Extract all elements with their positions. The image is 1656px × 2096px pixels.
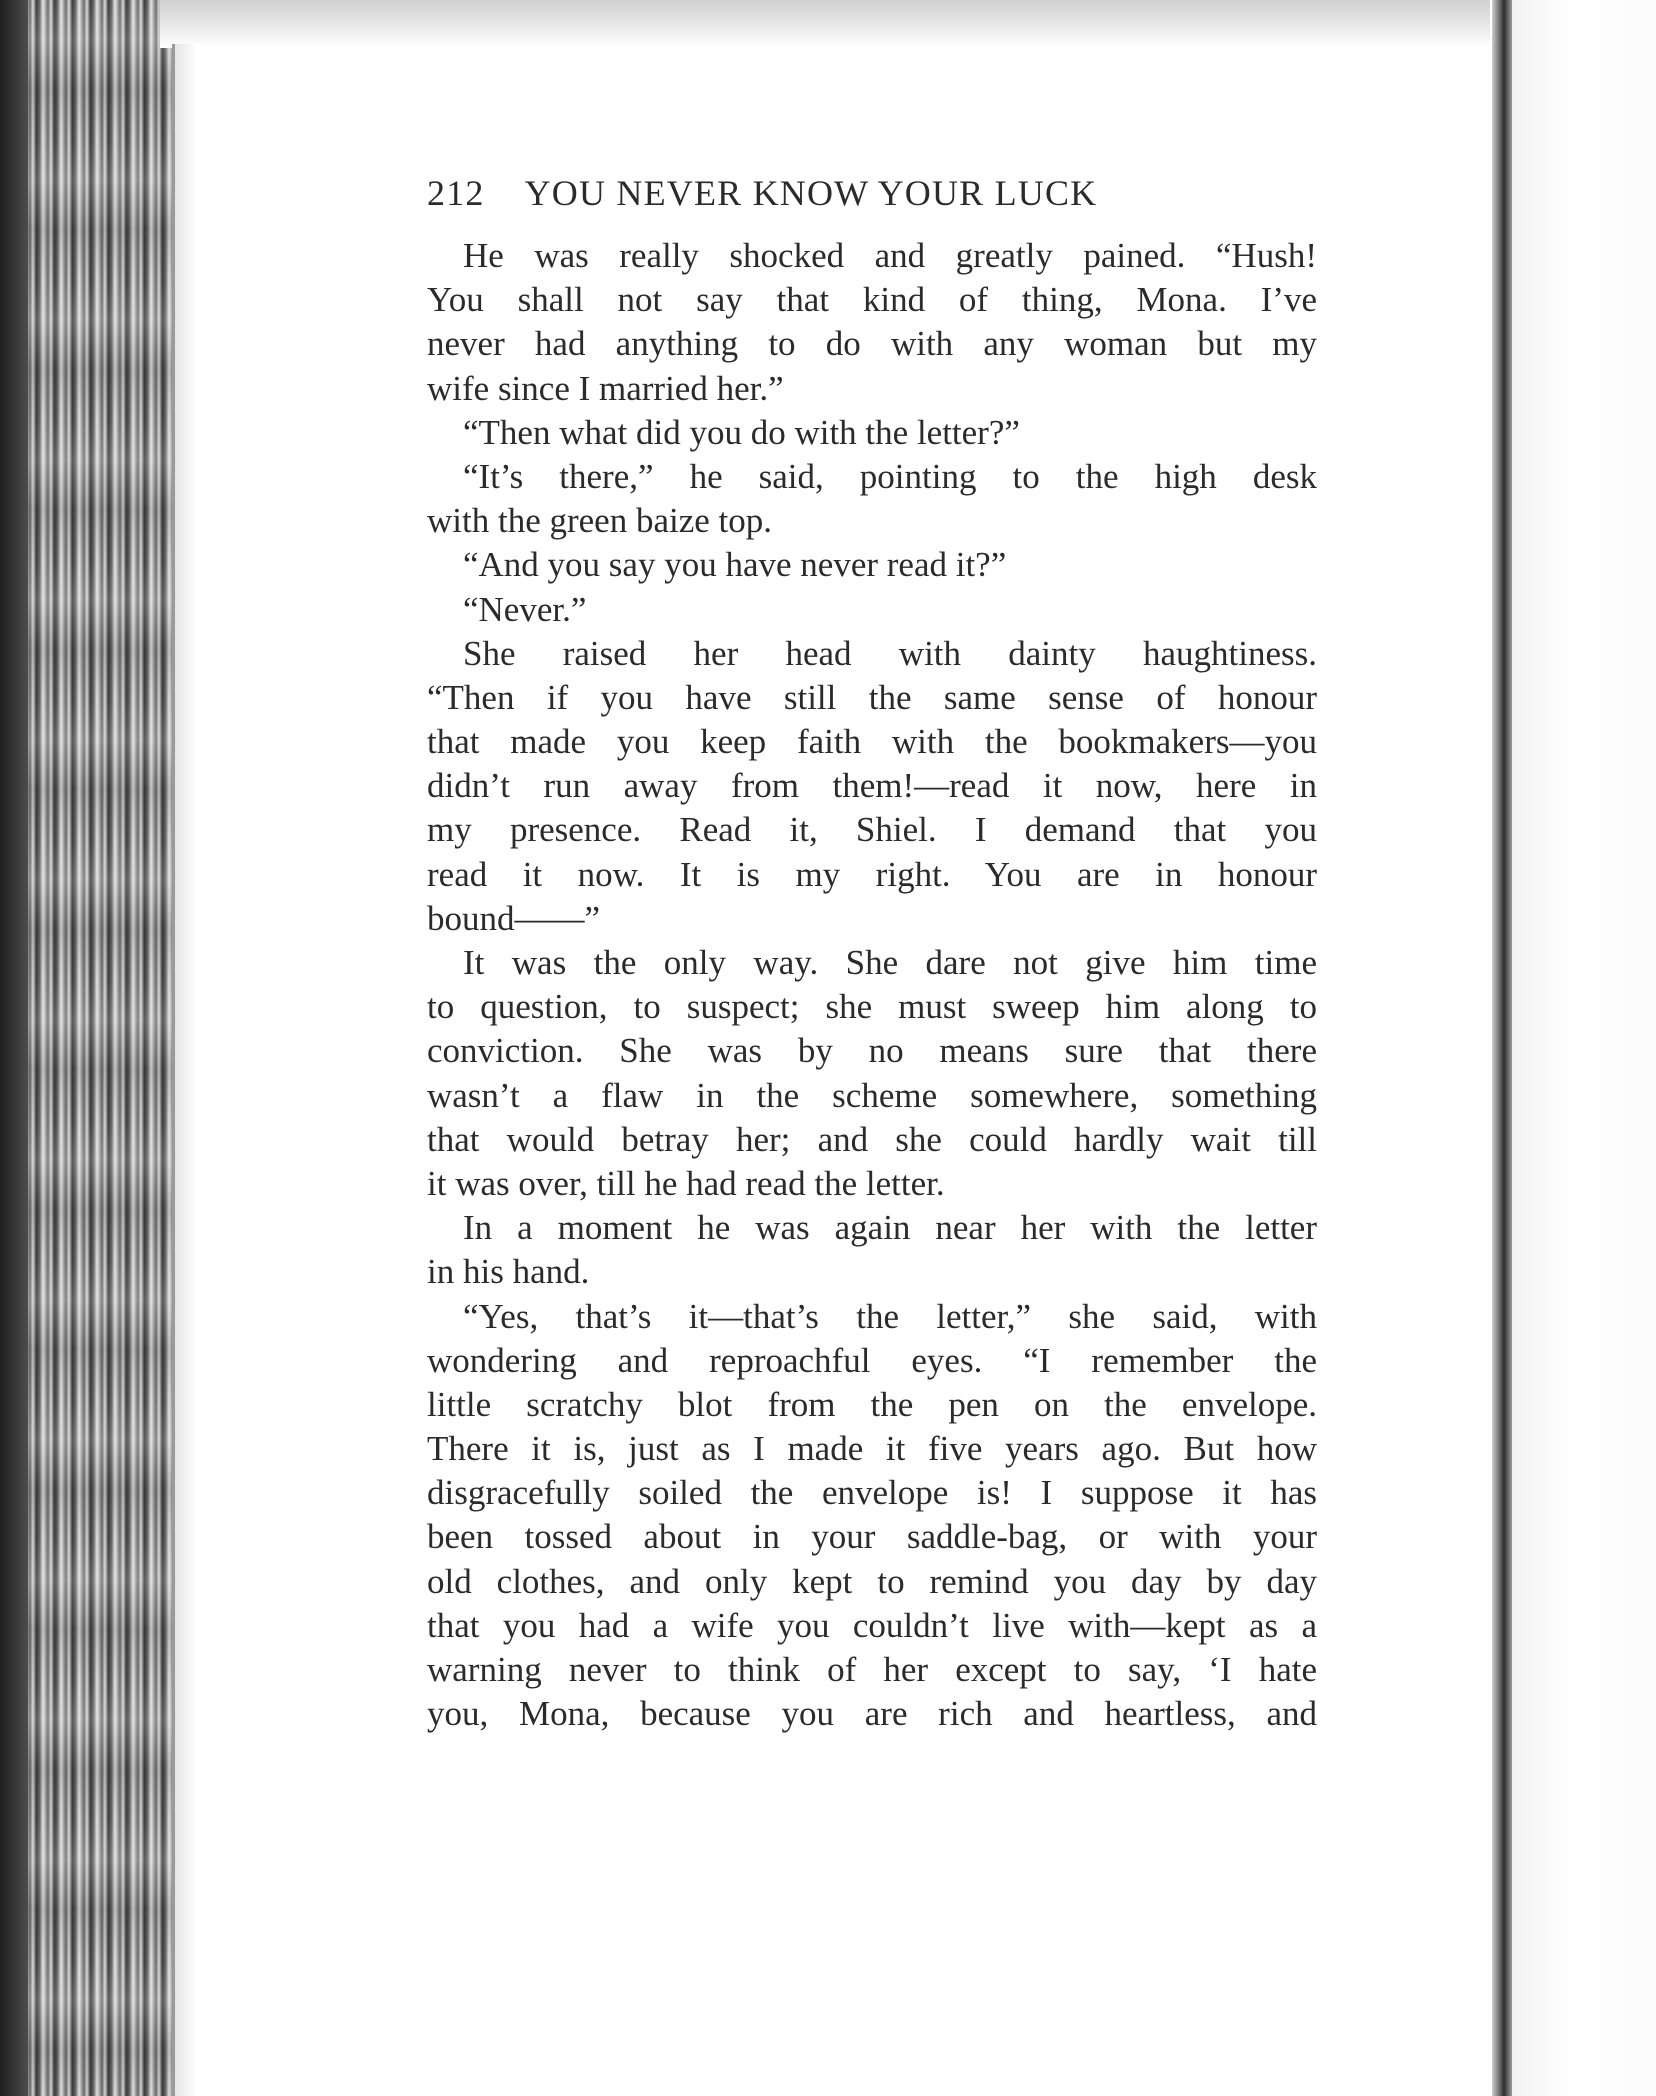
text-line: wife since I married her.” <box>427 368 784 408</box>
text-line: “Then what did you do with the letter?” <box>463 412 1020 452</box>
text-line: bound——” <box>427 898 601 938</box>
text-line: “Then if you have still the same sense of honour <box>427 677 1317 717</box>
text-line: “Yes, that’s it—that’s the letter,” she said, with <box>463 1296 1317 1336</box>
text-line: There it is, just as I made it five years ago. But how <box>427 1429 1317 1469</box>
running-header <box>427 172 1317 222</box>
text-line: with the green baize top. <box>427 501 773 541</box>
book-page-edges <box>0 0 200 2096</box>
text-line: wondering and reproachful eyes. “I remember the <box>427 1340 1317 1380</box>
running-title: YOU NEVER KNOW YOUR LUCK <box>524 173 1098 213</box>
text-line: little scratchy blot from the pen on the envelope. <box>427 1384 1317 1424</box>
text-line: in his hand. <box>427 1252 590 1292</box>
text-line: that made you keep faith with the bookmakers—you <box>427 722 1317 762</box>
text-line: that would betray her; and she could hardly wait till <box>427 1119 1317 1159</box>
text-line: She raised her head with dainty haughtiness. <box>463 633 1317 673</box>
text-line: In a moment he was again near her with the letter <box>463 1208 1317 1248</box>
top-shadow <box>160 0 1490 48</box>
body-text <box>427 234 1317 1736</box>
text-line: old clothes, and only kept to remind you day by day <box>427 1561 1317 1601</box>
facing-page-edge <box>1512 0 1656 2096</box>
text-line: been tossed about in your saddle-bag, or with your <box>427 1517 1317 1557</box>
text-line: my presence. Read it, Shiel. I demand that you <box>427 810 1317 850</box>
text-line: wasn’t a flaw in the scheme somewhere, something <box>427 1075 1317 1115</box>
text-line: “And you say you have never read it?” <box>463 545 1007 585</box>
text-line: You shall not say that kind of thing, Mona. I’ve <box>427 280 1317 320</box>
text-line: conviction. She was by no means sure that there <box>427 1031 1317 1071</box>
text-line: disgracefully soiled the envelope is! I suppose it has <box>427 1473 1317 1513</box>
text-line: It was the only way. She dare not give him time <box>463 943 1317 982</box>
text-line: that you had a wife you couldn’t live with—kept as a <box>427 1605 1317 1645</box>
text-line: it was over, till he had read the letter. <box>427 1163 945 1203</box>
text-line: “It’s there,” he said, pointing to the high desk <box>463 456 1317 496</box>
text-line: never had anything to do with any woman but my <box>427 324 1317 364</box>
text-line: to question, to suspect; she must sweep him along to <box>427 987 1317 1027</box>
page-number: 212 <box>427 173 485 213</box>
text-line: you, Mona, because you are rich and heartless, and <box>427 1694 1317 1734</box>
text-line: didn’t run away from them!—read it now, here in <box>427 766 1317 806</box>
page-text <box>427 172 1317 1736</box>
text-line: warning never to think of her except to say, ‘I hate <box>427 1650 1317 1689</box>
book-gutter <box>1492 0 1512 2096</box>
text-line: read it now. It is my right. You are in honour <box>427 854 1317 894</box>
text-line: He was really shocked and greatly pained. “Hush! <box>463 236 1317 275</box>
text-line: “Never.” <box>463 589 587 629</box>
